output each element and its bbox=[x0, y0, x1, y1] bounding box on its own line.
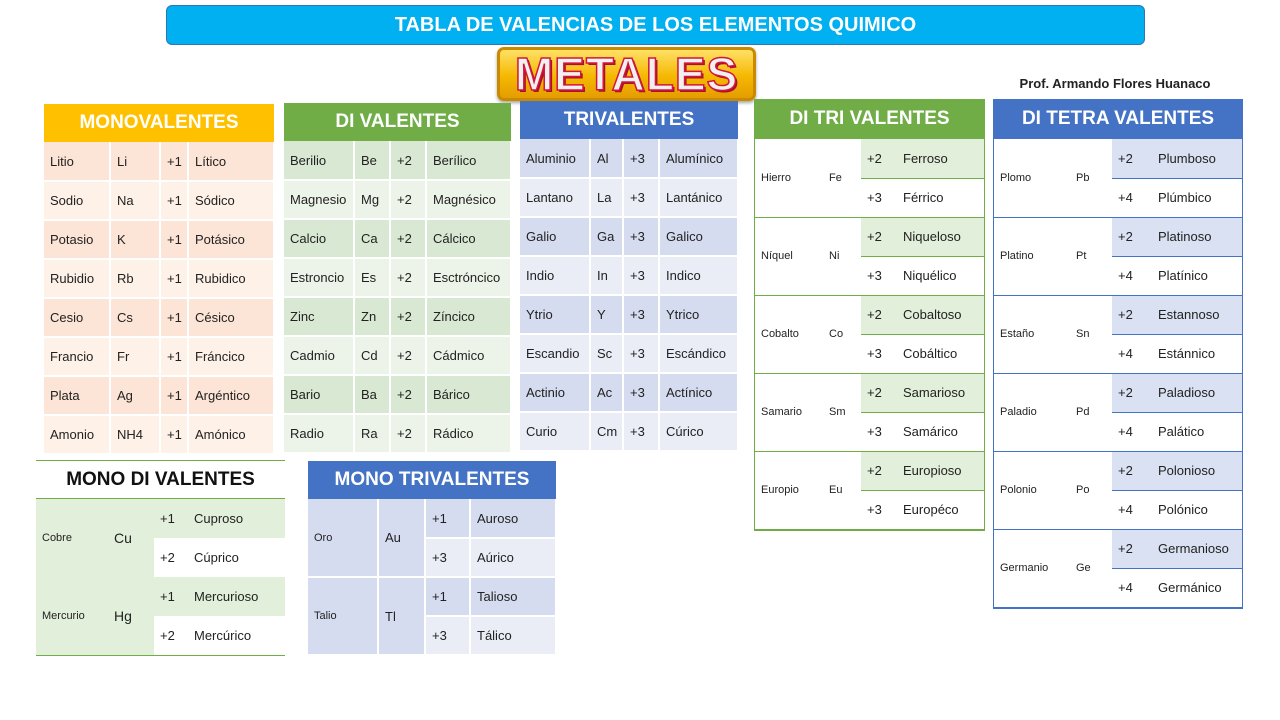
element-name: Polonio bbox=[994, 451, 1070, 529]
valence: +2 bbox=[1112, 529, 1152, 568]
suffix-name: Cúrico bbox=[659, 412, 738, 451]
element-symbol: Fe bbox=[823, 139, 861, 217]
element-name: Curio bbox=[520, 412, 590, 451]
element-name: Galio bbox=[520, 217, 590, 256]
element-name: Hierro bbox=[755, 139, 823, 217]
element-symbol: NH4 bbox=[110, 415, 160, 454]
element-name: Bario bbox=[284, 375, 354, 414]
element-name: Níquel bbox=[755, 217, 823, 295]
element-name: Ytrio bbox=[520, 295, 590, 334]
suffix-name: Escándico bbox=[659, 334, 738, 373]
element-name: Europio bbox=[755, 451, 823, 529]
element-symbol: Ca bbox=[354, 219, 390, 258]
element-symbol: Sm bbox=[823, 373, 861, 451]
table-row bbox=[520, 217, 738, 256]
table-row bbox=[520, 295, 738, 334]
valence: +2 bbox=[861, 373, 897, 412]
valence: +2 bbox=[390, 141, 426, 180]
valence: +4 bbox=[1112, 178, 1152, 217]
valence: +2 bbox=[1112, 217, 1152, 256]
suffix-name: Samarioso bbox=[897, 373, 984, 412]
suffix-name: Germanioso bbox=[1152, 529, 1242, 568]
table-row bbox=[755, 451, 984, 490]
element-symbol: Cu bbox=[108, 499, 154, 577]
valence: +1 bbox=[160, 298, 188, 337]
valence: +2 bbox=[390, 414, 426, 453]
suffix-name: Ytrico bbox=[659, 295, 738, 334]
valence: +1 bbox=[160, 220, 188, 259]
divalentes-heading: DI VALENTES bbox=[284, 103, 511, 141]
monotrivalentes-table bbox=[308, 461, 556, 656]
suffix-name: Férrico bbox=[897, 178, 984, 217]
table-row bbox=[284, 180, 511, 219]
element-name: Cadmio bbox=[284, 336, 354, 375]
suffix-name: Cádmico bbox=[426, 336, 511, 375]
element-name: Magnesio bbox=[284, 180, 354, 219]
valence: +1 bbox=[154, 499, 188, 538]
valence: +3 bbox=[861, 490, 897, 529]
valence: +2 bbox=[390, 375, 426, 414]
table-row bbox=[994, 295, 1242, 334]
suffix-name: Europioso bbox=[897, 451, 984, 490]
element-symbol: Eu bbox=[823, 451, 861, 529]
element-symbol: Zn bbox=[354, 297, 390, 336]
valence: +3 bbox=[861, 178, 897, 217]
suffix-name: Bárico bbox=[426, 375, 511, 414]
suffix-name: Amónico bbox=[188, 415, 274, 454]
table-row bbox=[44, 415, 274, 454]
suffix-name: Esctróncico bbox=[426, 258, 511, 297]
suffix-name: Auroso bbox=[470, 499, 556, 538]
table-row bbox=[994, 139, 1242, 178]
table-row bbox=[44, 259, 274, 298]
suffix-name: Cálcico bbox=[426, 219, 511, 258]
suffix-name: Césico bbox=[188, 298, 274, 337]
monovalentes-body bbox=[44, 142, 274, 454]
element-name: Plata bbox=[44, 376, 110, 415]
suffix-name: Berílico bbox=[426, 141, 511, 180]
suffix-name: Estannoso bbox=[1152, 295, 1242, 334]
suffix-name: Estánnico bbox=[1152, 334, 1242, 373]
element-name: Amonio bbox=[44, 415, 110, 454]
trivalentes-heading: TRIVALENTES bbox=[520, 101, 738, 139]
valence: +1 bbox=[425, 499, 470, 538]
valence: +4 bbox=[1112, 568, 1152, 607]
element-symbol: Na bbox=[110, 181, 160, 220]
element-symbol: Cd bbox=[354, 336, 390, 375]
valence: +3 bbox=[623, 295, 659, 334]
element-name: Aluminio bbox=[520, 139, 590, 178]
metales-banner: METALES bbox=[497, 47, 756, 101]
table-row bbox=[284, 258, 511, 297]
table-row bbox=[994, 529, 1242, 568]
element-symbol: Ge bbox=[1070, 529, 1112, 607]
table-row bbox=[44, 220, 274, 259]
suffix-name: Zíncico bbox=[426, 297, 511, 336]
suffix-name: Fráncico bbox=[188, 337, 274, 376]
suffix-name: Ferroso bbox=[897, 139, 984, 178]
element-symbol: Es bbox=[354, 258, 390, 297]
valence: +3 bbox=[623, 334, 659, 373]
element-symbol: Fr bbox=[110, 337, 160, 376]
table-row bbox=[755, 139, 984, 178]
suffix-name: Alumínico bbox=[659, 139, 738, 178]
suffix-name: Indico bbox=[659, 256, 738, 295]
element-symbol: Li bbox=[110, 142, 160, 181]
table-row bbox=[520, 178, 738, 217]
element-symbol: Al bbox=[590, 139, 623, 178]
element-symbol: Po bbox=[1070, 451, 1112, 529]
monovalentes-heading: MONOVALENTES bbox=[44, 104, 274, 142]
element-name: Francio bbox=[44, 337, 110, 376]
suffix-name: Européco bbox=[897, 490, 984, 529]
table-row bbox=[755, 295, 984, 334]
element-name: Cesio bbox=[44, 298, 110, 337]
ditetravalentes-heading: DI TETRA VALENTES bbox=[994, 99, 1242, 139]
valence: +1 bbox=[154, 577, 188, 616]
element-name: Potasio bbox=[44, 220, 110, 259]
monovalentes-table bbox=[44, 104, 274, 455]
valence: +2 bbox=[861, 295, 897, 334]
valence: +4 bbox=[1112, 256, 1152, 295]
suffix-name: Rádico bbox=[426, 414, 511, 453]
element-symbol: In bbox=[590, 256, 623, 295]
element-name: Plomo bbox=[994, 139, 1070, 217]
valence: +4 bbox=[1112, 334, 1152, 373]
element-name: Indio bbox=[520, 256, 590, 295]
monodivalentes-table bbox=[36, 460, 285, 656]
element-symbol: Y bbox=[590, 295, 623, 334]
table-row bbox=[994, 217, 1242, 256]
valence: +3 bbox=[623, 139, 659, 178]
suffix-name: Galico bbox=[659, 217, 738, 256]
suffix-name: Platínico bbox=[1152, 256, 1242, 295]
element-symbol: Ba bbox=[354, 375, 390, 414]
element-symbol: Mg bbox=[354, 180, 390, 219]
valence: +3 bbox=[623, 373, 659, 412]
valence: +1 bbox=[160, 142, 188, 181]
valence: +4 bbox=[1112, 412, 1152, 451]
table-row bbox=[44, 337, 274, 376]
ditetravalentes-table bbox=[993, 99, 1243, 609]
element-symbol: Be bbox=[354, 141, 390, 180]
ditrivalentes-body bbox=[755, 139, 984, 529]
table-row bbox=[994, 373, 1242, 412]
element-symbol: Ag bbox=[110, 376, 160, 415]
suffix-name: Argéntico bbox=[188, 376, 274, 415]
element-symbol: Ac bbox=[590, 373, 623, 412]
valence: +2 bbox=[1112, 373, 1152, 412]
valence: +1 bbox=[160, 415, 188, 454]
element-name: Rubidio bbox=[44, 259, 110, 298]
element-name: Paladio bbox=[994, 373, 1070, 451]
valence: +2 bbox=[1112, 139, 1152, 178]
suffix-name: Germánico bbox=[1152, 568, 1242, 607]
suffix-name: Cuproso bbox=[188, 499, 285, 538]
valence: +3 bbox=[623, 178, 659, 217]
suffix-name: Talioso bbox=[470, 577, 556, 616]
suffix-name: Potásico bbox=[188, 220, 274, 259]
element-symbol: Sc bbox=[590, 334, 623, 373]
table-row bbox=[284, 297, 511, 336]
element-symbol: Cm bbox=[590, 412, 623, 451]
element-symbol: Co bbox=[823, 295, 861, 373]
element-name: Lantano bbox=[520, 178, 590, 217]
suffix-name: Platinoso bbox=[1152, 217, 1242, 256]
valence: +2 bbox=[1112, 295, 1152, 334]
element-name: Zinc bbox=[284, 297, 354, 336]
monotrivalentes-body bbox=[308, 499, 556, 655]
suffix-name: Niqueloso bbox=[897, 217, 984, 256]
suffix-name: Cobaltoso bbox=[897, 295, 984, 334]
trivalentes-body bbox=[520, 139, 738, 451]
monotrivalentes-heading: MONO TRIVALENTES bbox=[308, 461, 556, 499]
element-symbol: Au bbox=[378, 499, 425, 577]
ditetravalentes-body bbox=[994, 139, 1242, 607]
table-row bbox=[755, 373, 984, 412]
table-row bbox=[520, 412, 738, 451]
element-name: Samario bbox=[755, 373, 823, 451]
element-symbol: Cs bbox=[110, 298, 160, 337]
suffix-name: Lantánico bbox=[659, 178, 738, 217]
valence: +3 bbox=[425, 538, 470, 577]
valence: +2 bbox=[1112, 451, 1152, 490]
element-symbol: Ra bbox=[354, 414, 390, 453]
element-symbol: Hg bbox=[108, 577, 154, 655]
suffix-name: Mercúrico bbox=[188, 616, 285, 655]
ditrivalentes-heading: DI TRI VALENTES bbox=[755, 99, 984, 139]
divalentes-body bbox=[284, 141, 511, 453]
table-row bbox=[308, 499, 556, 538]
divalentes-table bbox=[284, 103, 511, 454]
monodivalentes-heading: MONO DI VALENTES bbox=[36, 461, 285, 499]
valence: +2 bbox=[861, 217, 897, 256]
element-name: Cobalto bbox=[755, 295, 823, 373]
element-name: Talio bbox=[308, 577, 378, 655]
suffix-name: Paladioso bbox=[1152, 373, 1242, 412]
table-row bbox=[284, 219, 511, 258]
table-row bbox=[284, 375, 511, 414]
suffix-name: Rubidico bbox=[188, 259, 274, 298]
valence: +1 bbox=[160, 337, 188, 376]
author-label: Prof. Armando Flores Huanaco bbox=[1019, 76, 1211, 91]
element-symbol: Ni bbox=[823, 217, 861, 295]
suffix-name: Niquélico bbox=[897, 256, 984, 295]
element-name: Estroncio bbox=[284, 258, 354, 297]
suffix-name: Aúrico bbox=[470, 538, 556, 577]
table-row bbox=[520, 373, 738, 412]
suffix-name: Sódico bbox=[188, 181, 274, 220]
table-row bbox=[284, 141, 511, 180]
element-symbol: Pt bbox=[1070, 217, 1112, 295]
valence: +3 bbox=[861, 412, 897, 451]
valence: +3 bbox=[623, 256, 659, 295]
valence: +1 bbox=[160, 259, 188, 298]
valence: +2 bbox=[390, 219, 426, 258]
suffix-name: Samárico bbox=[897, 412, 984, 451]
element-symbol: Ga bbox=[590, 217, 623, 256]
trivalentes-table bbox=[520, 101, 738, 452]
element-name: Sodio bbox=[44, 181, 110, 220]
table-row bbox=[520, 139, 738, 178]
valence: +2 bbox=[154, 538, 188, 577]
element-name: Mercurio bbox=[36, 577, 108, 655]
valence: +1 bbox=[425, 577, 470, 616]
element-symbol: Tl bbox=[378, 577, 425, 655]
valence: +2 bbox=[154, 616, 188, 655]
valence: +3 bbox=[623, 412, 659, 451]
valence: +1 bbox=[160, 181, 188, 220]
element-symbol: K bbox=[110, 220, 160, 259]
suffix-name: Lítico bbox=[188, 142, 274, 181]
suffix-name: Tálico bbox=[470, 616, 556, 655]
valence: +2 bbox=[390, 297, 426, 336]
valence: +3 bbox=[861, 334, 897, 373]
element-name: Berilio bbox=[284, 141, 354, 180]
table-row bbox=[284, 336, 511, 375]
table-row bbox=[755, 217, 984, 256]
suffix-name: Plumboso bbox=[1152, 139, 1242, 178]
valence: +2 bbox=[861, 451, 897, 490]
element-name: Litio bbox=[44, 142, 110, 181]
table-row bbox=[994, 451, 1242, 490]
element-name: Germanio bbox=[994, 529, 1070, 607]
suffix-name: Mercurioso bbox=[188, 577, 285, 616]
suffix-name: Magnésico bbox=[426, 180, 511, 219]
suffix-name: Plúmbico bbox=[1152, 178, 1242, 217]
element-name: Radio bbox=[284, 414, 354, 453]
suffix-name: Polónico bbox=[1152, 490, 1242, 529]
valence: +2 bbox=[861, 139, 897, 178]
valence: +2 bbox=[390, 258, 426, 297]
valence: +2 bbox=[390, 336, 426, 375]
table-row bbox=[36, 577, 285, 616]
table-row bbox=[44, 142, 274, 181]
table-row bbox=[44, 298, 274, 337]
valence: +3 bbox=[623, 217, 659, 256]
element-symbol: La bbox=[590, 178, 623, 217]
element-name: Platino bbox=[994, 217, 1070, 295]
element-symbol: Rb bbox=[110, 259, 160, 298]
suffix-name: Polonioso bbox=[1152, 451, 1242, 490]
table-row bbox=[36, 499, 285, 538]
suffix-name: Cúprico bbox=[188, 538, 285, 577]
element-name: Actinio bbox=[520, 373, 590, 412]
element-name: Cobre bbox=[36, 499, 108, 577]
element-symbol: Sn bbox=[1070, 295, 1112, 373]
table-row bbox=[44, 181, 274, 220]
table-row bbox=[520, 334, 738, 373]
table-row bbox=[44, 376, 274, 415]
suffix-name: Cobáltico bbox=[897, 334, 984, 373]
element-name: Estaño bbox=[994, 295, 1070, 373]
ditrivalentes-table bbox=[754, 99, 985, 531]
valence: +4 bbox=[1112, 490, 1152, 529]
table-row bbox=[308, 577, 556, 616]
page-title: TABLA DE VALENCIAS DE LOS ELEMENTOS QUIMICO bbox=[166, 5, 1145, 45]
valence: +2 bbox=[390, 180, 426, 219]
valence: +1 bbox=[160, 376, 188, 415]
element-symbol: Pb bbox=[1070, 139, 1112, 217]
valence: +3 bbox=[861, 256, 897, 295]
element-name: Oro bbox=[308, 499, 378, 577]
suffix-name: Palático bbox=[1152, 412, 1242, 451]
table-row bbox=[520, 256, 738, 295]
element-symbol: Pd bbox=[1070, 373, 1112, 451]
suffix-name: Actínico bbox=[659, 373, 738, 412]
monodivalentes-body bbox=[36, 499, 285, 655]
element-name: Calcio bbox=[284, 219, 354, 258]
valence: +3 bbox=[425, 616, 470, 655]
table-row bbox=[284, 414, 511, 453]
element-name: Escandio bbox=[520, 334, 590, 373]
